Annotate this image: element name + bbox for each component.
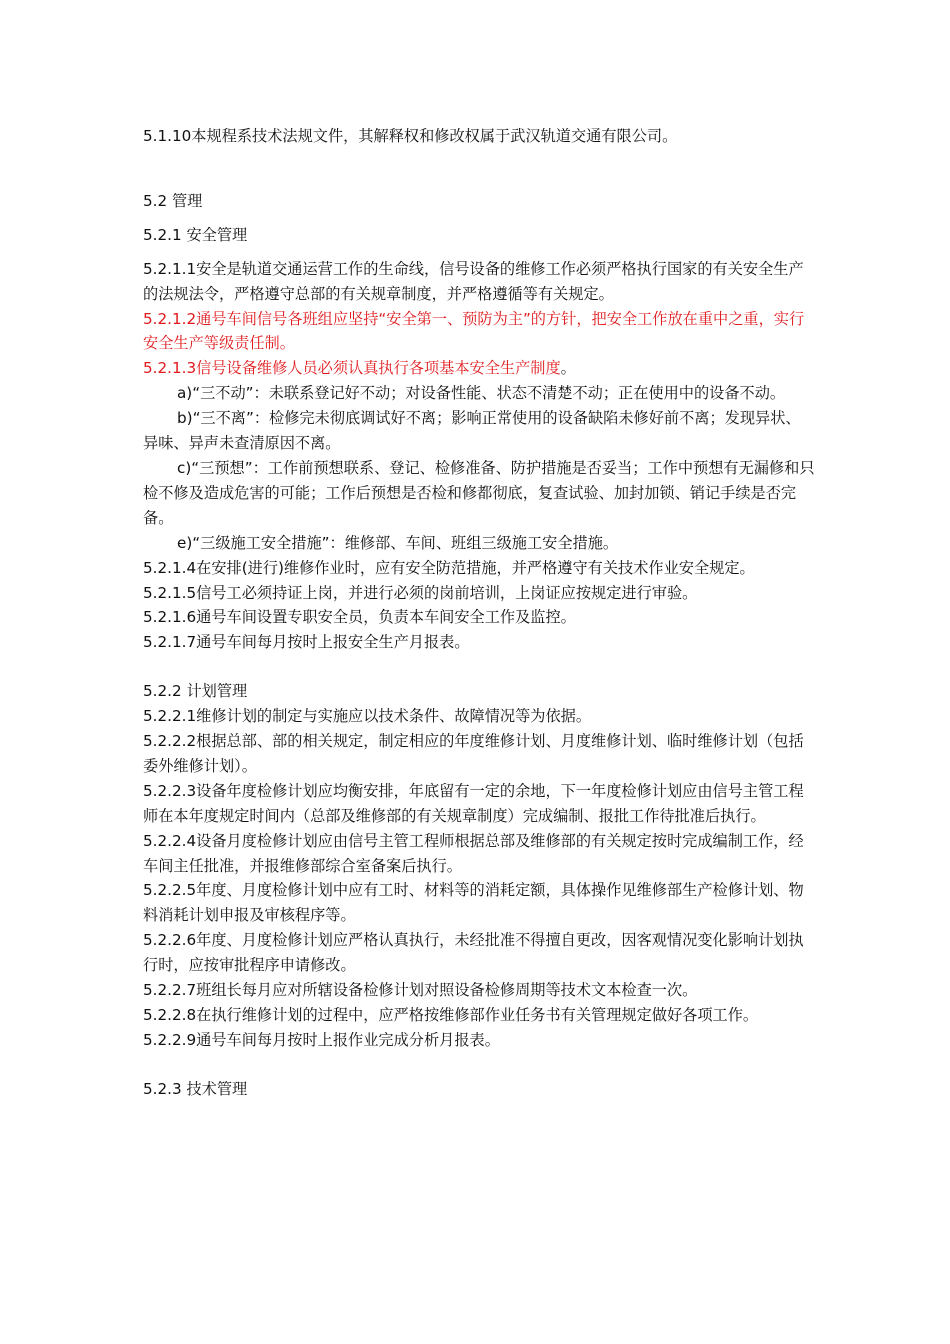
paragraph-5-2-2-1: 5.2.2.1维修计划的制定与实施应以技术条件、故障情况等为依据。 — [143, 707, 592, 726]
paragraph-5-2-1-1: 5.2.1.1安全是轨道交通运营工作的生命线，信号设备的维修工作必须严格执行国家的有关安全生产的法规法令，严格遵守总部的有关规章制度，并严格遵循等有关规定。 — [143, 259, 804, 303]
paragraph-5-2-1-3-end: 。 — [560, 359, 576, 378]
paragraph-5-2-1-3-text: 5.2.1.3信号设备维修人员必须认真执行各项基本安全生产制度 — [143, 359, 561, 378]
paragraph-5-2-1-3 — [143, 356, 815, 381]
paragraph-5-2-1-2: 5.2.1.2通号车间信号各班组应坚持“安全第一、预防为主”的方针，把安全工作放在重中之重，实行安全生产等级责任制。 — [143, 309, 805, 353]
paragraph-5-2-2-3: 5.2.2.3设备年度检修计划应均衡安排，年底留有一定的余地，下一年度检修计划应由信号主管工程师在本年度规定时间内（总部及维修部的有关规章制度）完成编制、报批工作待批准后执行。 — [143, 781, 804, 825]
paragraph-5-2-1-4: 5.2.1.4在安排(进行)维修作业时，应有安全防范措施，并严格遵守有关技术作业安全规定。 — [143, 558, 755, 577]
paragraph-5-2-2-6: 5.2.2.6年度、月度检修计划应严格认真执行，未经批准不得擅自更改，因客观情况变化影响计划执行时，应按审批程序申请修改。 — [143, 931, 804, 975]
section-heading-5-2-1: 5.2.1 安全管理 — [143, 225, 248, 244]
paragraph-5-2-2-9: 5.2.2.9通号车间每月按时上报作业完成分析月报表。 — [143, 1030, 500, 1049]
section-heading-5-2-2: 5.2.2 计划管理 — [143, 682, 248, 701]
paragraph-5-2-2-2: 5.2.2.2根据总部、部的相关规定，制定相应的年度维修计划、月度维修计划、临时维修计划（包括委外维修计划）。 — [143, 732, 804, 775]
paragraph-5-2-2-5: 5.2.2.5年度、月度检修计划中应有工时、材料等的消耗定额，具体操作见维修部生产检修计划、物料消耗计划申报及审核程序等。 — [143, 881, 804, 925]
list-item-e: e)“三级施工安全措施”：维修部、车间、班组三级施工安全措施。 — [177, 533, 619, 552]
paragraph-5-2-2-7: 5.2.2.7班组长每月应对所辖设备检修计划对照设备检修周期等技术文本检查一次。 — [143, 981, 698, 1000]
list-item-b: b)“三不离”：检修完未彻底调试好不离；影响正常使用的设备缺陷未修好前不离；发现异状、异味、异声未查清原因不离。 — [143, 409, 801, 453]
section-heading-5-2-3: 5.2.3 技术管理 — [143, 1079, 248, 1098]
list-item-a: a)“三不动”：未联系登记好不动；对设备性能、状态不清楚不动；正在使用中的设备不动。 — [177, 384, 786, 403]
paragraph-5-1-10: 5.1.10本规程系技术法规文件，其解释权和修改权属于武汉轨道交通有限公司。 — [143, 127, 678, 145]
section-heading-5-2: 5.2 管理 — [143, 191, 203, 210]
paragraph-5-2-1-7: 5.2.1.7通号车间每月按时上报安全生产月报表。 — [143, 633, 470, 652]
paragraph-5-2-1-6: 5.2.1.6通号车间设置专职安全员，负责本车间安全工作及监控。 — [143, 608, 576, 627]
paragraph-5-2-2-8: 5.2.2.8在执行维修计划的过程中，应严格按维修部作业任务书有关管理规定做好各项工作。 — [143, 1006, 759, 1024]
document-body — [143, 124, 815, 1102]
paragraph-5-2-2-4: 5.2.2.4设备月度检修计划应由信号主管工程师根据总部及维修部的有关规定按时完成编制工作，经车间主任批准，并报维修部综合室备案后执行。 — [143, 831, 804, 875]
list-item-c: c)“三预想”：工作前预想联系、登记、检修准备、防护措施是否妥当；工作中预想有无漏修和只检不修及造成危害的可能；工作后预想是否检和修都彻底，复查试验、加封加锁、销记手续是否完备。 — [143, 458, 815, 527]
paragraph-5-2-1-5: 5.2.1.5信号工必须持证上岗，并进行必须的岗前培训，上岗证应按规定进行审验。 — [143, 583, 698, 602]
